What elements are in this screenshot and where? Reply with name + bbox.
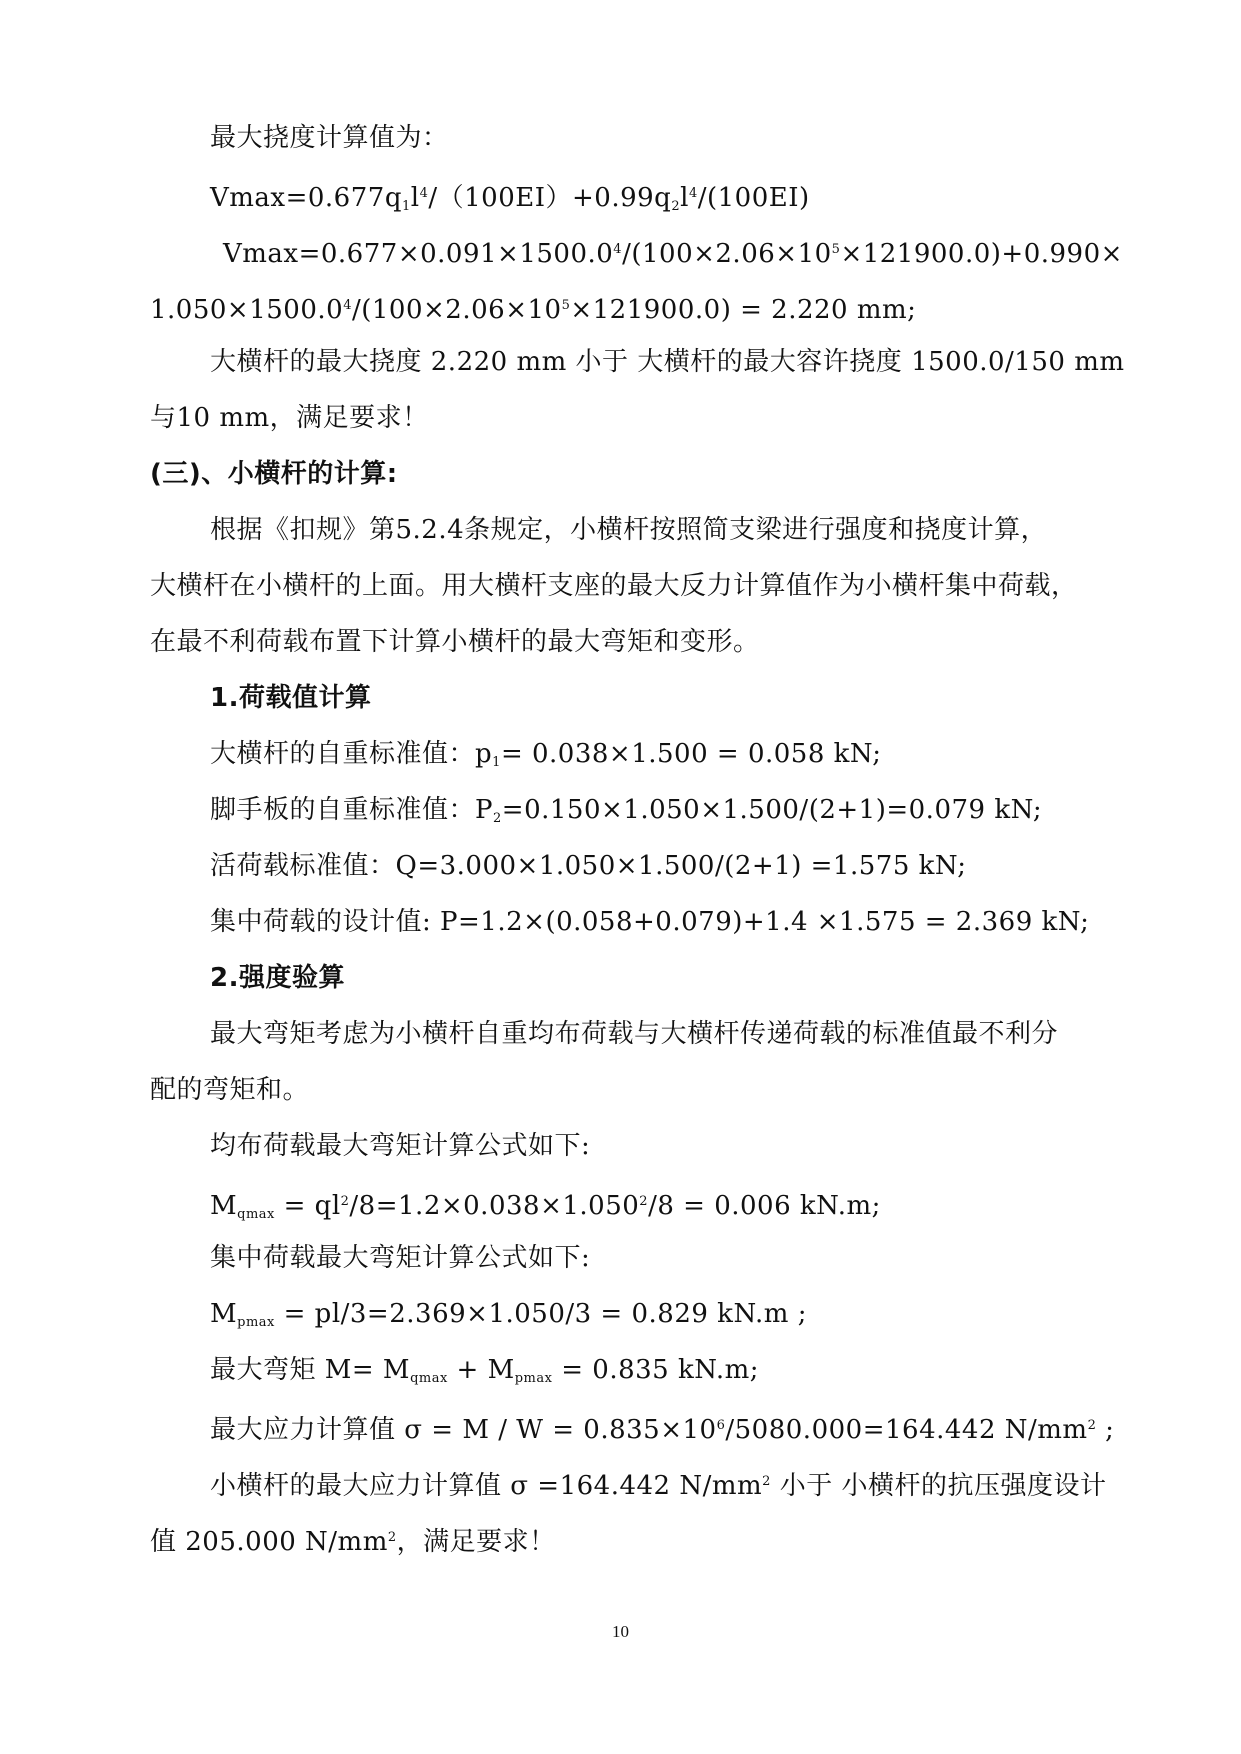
load-p1	[210, 737, 882, 780]
text-run: /(100×2.06×10	[351, 295, 562, 325]
text-run: 在最不利荷载布置下计算小横杆的最大弯矩和变形。	[150, 627, 760, 657]
text-run: l	[410, 183, 420, 213]
text-run: 集中荷载的设计值: P=1.2×(0.058+0.079)+1.4 ×1.575 = 2.369 kN;	[210, 907, 1090, 937]
text-run: 配的弯矩和。	[150, 1075, 310, 1105]
stress-check-1	[210, 1465, 1106, 1503]
moment-intro-2	[150, 1073, 309, 1107]
superscript: 4	[419, 186, 429, 201]
subscript: qmax	[237, 1207, 275, 1222]
superscript: 2	[639, 1194, 649, 1209]
text-run: ×121900.0) = 2.220 mm;	[570, 295, 917, 325]
text-run: = pl/3=2.369×1.050/3 = 0.829 kN.m ;	[274, 1299, 807, 1329]
text-run: 根据《扣规》第5.2.4条规定，小横杆按照简支梁进行强度和挠度计算，	[210, 515, 1048, 545]
superscript: 2	[762, 1474, 771, 1489]
deflection-check-1	[210, 345, 1125, 379]
text-run: Vmax=0.677q	[210, 183, 402, 213]
text-run: 2.强度验算	[210, 963, 345, 993]
text-run: 脚手板的自重标准值：P	[210, 795, 493, 825]
text-run: 值 205.000 N/mm	[150, 1527, 388, 1557]
moment-intro-1	[210, 1017, 1058, 1051]
subheading-strength	[210, 961, 345, 995]
text-run: 集中荷载最大弯矩计算公式如下:	[210, 1243, 591, 1273]
max-moment	[210, 1353, 759, 1396]
uniform-title	[210, 1129, 590, 1163]
intro-1	[210, 513, 1047, 547]
subscript: pmax	[237, 1315, 275, 1330]
superscript: 6	[716, 1418, 726, 1433]
text-run: 活荷载标准值：Q=3.000×1.050×1.500/(2+1) =1.575 kN;	[210, 851, 967, 881]
deflection-calc-1	[223, 233, 1123, 271]
page-number: 10	[612, 1622, 629, 1641]
superscript: 2	[340, 1194, 350, 1209]
point-title	[210, 1241, 590, 1275]
text-run: Vmax=0.677×0.091×1500.0	[223, 239, 614, 269]
text-run: 小横杆的最大应力计算值 σ =164.442 N/mm	[210, 1471, 763, 1501]
text-run: M	[210, 1191, 238, 1221]
superscript: 5	[561, 298, 571, 313]
point-formula	[210, 1297, 807, 1340]
subheading-load	[210, 681, 371, 715]
subscript: 2	[671, 199, 681, 214]
text-run: /8=1.2×0.038×1.050	[349, 1191, 640, 1221]
text-run: ，满足要求！	[396, 1527, 556, 1557]
subscript: 1	[492, 755, 501, 770]
text-run: /8 = 0.006 kN.m;	[648, 1191, 881, 1221]
superscript: 2	[387, 1530, 397, 1545]
intro-3	[150, 625, 760, 659]
text-run: = 0.038×1.500 = 0.058 kN;	[500, 739, 882, 769]
text-run: 1.050×1500.0	[150, 295, 344, 325]
text-run: 最大弯矩 M= M	[210, 1355, 411, 1385]
text-run: /(100EI)	[697, 183, 810, 213]
deflection-title	[210, 121, 449, 155]
deflection-check-2	[150, 401, 429, 435]
text-run: ×121900.0)+0.990×	[840, 239, 1123, 269]
text-run: 最大弯矩考虑为小横杆自重均布荷载与大横杆传递荷载的标准值最不利分	[210, 1019, 1059, 1049]
text-run: 1.荷载值计算	[210, 683, 372, 713]
intro-2	[150, 569, 1078, 603]
deflection-calc-2	[150, 289, 916, 327]
text-run: 与10 mm，满足要求！	[150, 403, 429, 433]
text-run: 小于 小横杆的抗压强度设计	[770, 1471, 1107, 1501]
text-run: 最大挠度计算值为：	[210, 123, 449, 153]
text-run: 均布荷载最大弯矩计算公式如下:	[210, 1131, 591, 1161]
superscript: 4	[343, 298, 352, 313]
subscript: qmax	[410, 1371, 448, 1386]
subscript: 1	[401, 199, 411, 214]
load-q	[210, 849, 966, 883]
text-run: =0.150×1.050×1.500/(2+1)=0.079 kN;	[501, 795, 1043, 825]
superscript: 4	[613, 242, 623, 257]
uniform-formula	[210, 1185, 881, 1232]
text-run: 大横杆的最大挠度 2.220 mm 小于 大横杆的最大容许挠度 1500.0/150 mm	[210, 347, 1125, 377]
text-run: 大横杆在小横杆的上面。用大横杆支座的最大反力计算值作为小横杆集中荷载，	[150, 571, 1078, 601]
section-heading	[150, 457, 398, 491]
superscript: 4	[688, 186, 698, 201]
text-run: /5080.000=164.442 N/mm	[725, 1415, 1088, 1445]
text-run: = ql	[274, 1191, 341, 1221]
subscript: 2	[493, 811, 502, 826]
load-p	[210, 905, 1089, 939]
text-run: ;	[1096, 1415, 1115, 1445]
deflection-formula	[210, 177, 810, 224]
text-run: M	[210, 1299, 238, 1329]
superscript: 2	[1087, 1418, 1097, 1433]
text-run: 大横杆的自重标准值：p	[210, 739, 493, 769]
load-p2	[210, 793, 1042, 836]
text-run: /(100×2.06×10	[622, 239, 832, 269]
max-stress	[210, 1409, 1114, 1447]
stress-check-2	[150, 1521, 556, 1559]
subscript: pmax	[514, 1371, 553, 1386]
text-run: 最大应力计算值 σ = M / W = 0.835×10	[210, 1415, 717, 1445]
superscript: 5	[831, 242, 841, 257]
text-run: /（100EI）+0.99q	[428, 183, 672, 213]
text-run: l	[680, 183, 689, 213]
text-run: = 0.835 kN.m;	[552, 1355, 760, 1385]
text-run: + M	[447, 1355, 515, 1385]
text-run: (三)、小横杆的计算:	[150, 459, 398, 489]
